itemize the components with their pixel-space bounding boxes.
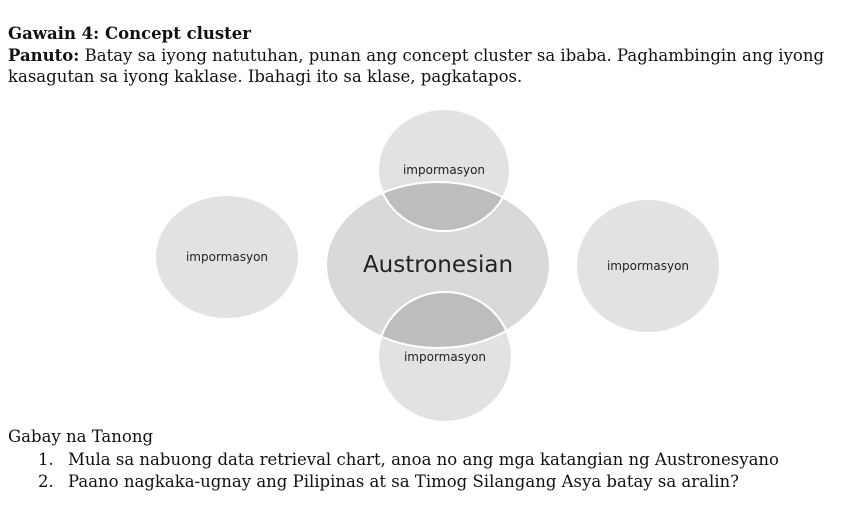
instructions-lead: Panuto: (8, 46, 80, 65)
top-label: impormasyon (402, 163, 486, 177)
guide-questions-heading: Gabay na Tanong (8, 427, 154, 446)
question-text: Paano nagkaka-ugnay ang Pilipinas at sa Timog Silangang Asya batay sa aralin? (68, 472, 739, 491)
right-label: impormasyon (606, 259, 690, 273)
question-number: 2. (38, 472, 54, 491)
question-item (38, 471, 779, 493)
question-text: Mula sa nabuong data retrieval chart, anoa no ang mga katangian ng Austronesyano (68, 450, 779, 469)
center-label: Austronesian (362, 252, 514, 278)
activity-title: Gawain 4: Concept cluster (8, 24, 251, 43)
question-number: 1. (38, 450, 54, 469)
instructions-text: Batay sa iyong natutuhan, punan ang concept cluster sa ibaba. Paghambingin ang iyong kasagutan sa iyong kaklase. Ibahagi ito sa klase, pagkatapos. (8, 46, 825, 86)
bottom-label: impormasyon (403, 350, 487, 364)
left-label: impormasyon (185, 250, 269, 264)
guide-questions-list (38, 449, 779, 493)
question-item (38, 449, 779, 471)
